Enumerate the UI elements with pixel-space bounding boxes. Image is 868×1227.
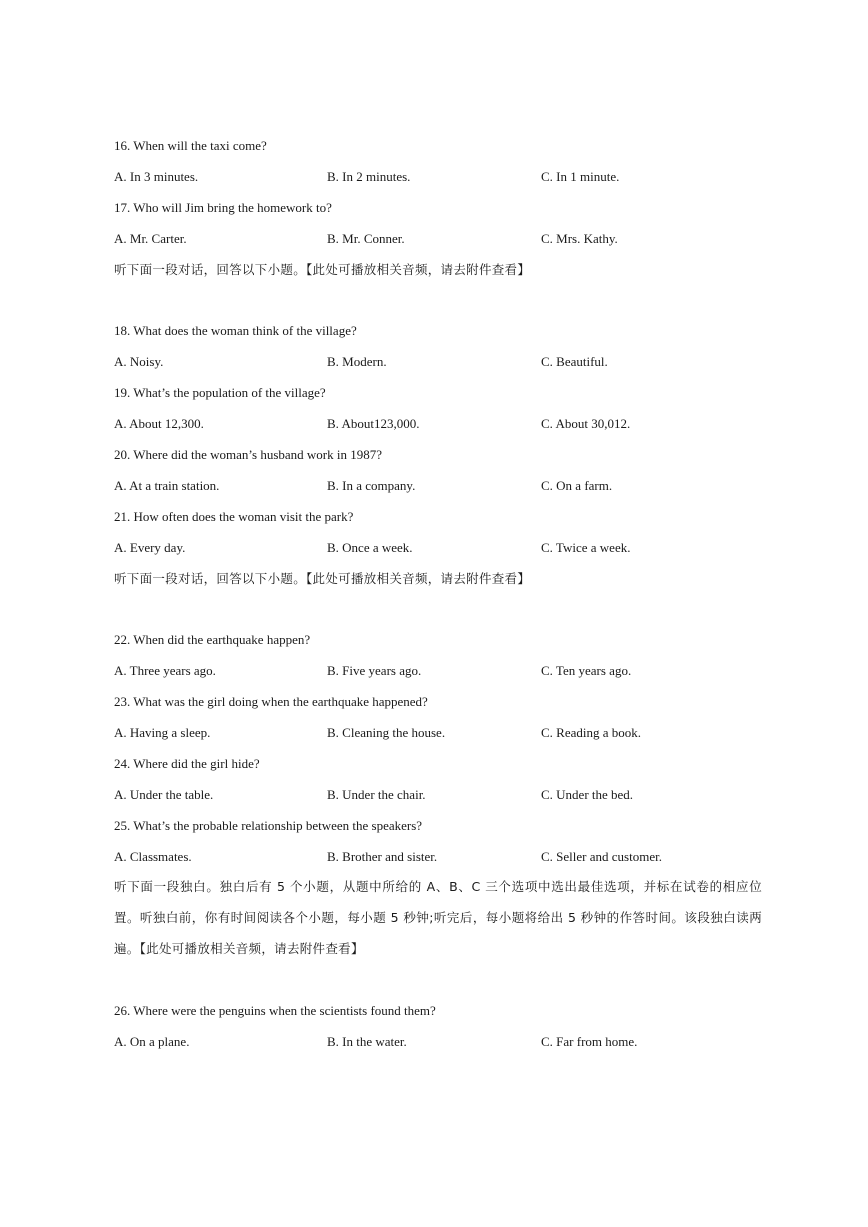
options-row xyxy=(114,847,764,867)
option-b: B. Five years ago. xyxy=(327,663,422,678)
section-instruction: 听下面一段独白。独白后有 5 个小题，从题中所给的 A、B、C 三个选项中选出最佳选项，并标在试卷的相应位置。听独白前，你有时间阅读各个小题，每小题 5 秒钟;听完后，每小题将给出 5 秒钟的作答时间。该段独白读两遍。【此处可播放相关音频，请去附件查看】 xyxy=(114,879,762,956)
option-a: A. Having a sleep. xyxy=(114,725,211,740)
option-a: A. About 12,300. xyxy=(114,416,204,431)
section-instruction: 听下面一段对话，回答以下小题。【此处可播放相关音频，请去附件查看】 xyxy=(114,262,531,277)
options-row xyxy=(114,167,764,187)
options-row xyxy=(114,414,764,434)
option-c: C. Far from home. xyxy=(541,1034,638,1049)
option-b: B. Mr. Conner. xyxy=(327,231,405,246)
option-c: C. Beautiful. xyxy=(541,354,608,369)
question-stem: 22. When did the earthquake happen? xyxy=(114,632,311,647)
option-a: A. Under the table. xyxy=(114,787,214,802)
question-stem: 23. What was the girl doing when the earthquake happened? xyxy=(114,694,428,709)
option-a: A. On a plane. xyxy=(114,1034,190,1049)
option-a: A. Mr. Carter. xyxy=(114,231,187,246)
question-stem: 19. What’s the population of the village? xyxy=(114,385,326,400)
option-c: C. In 1 minute. xyxy=(541,169,620,184)
option-b: B. About123,000. xyxy=(327,416,420,431)
option-b: B. In the water. xyxy=(327,1034,407,1049)
option-a: A. Three years ago. xyxy=(114,663,216,678)
option-b: B. Once a week. xyxy=(327,540,413,555)
option-c: C. Seller and customer. xyxy=(541,849,662,864)
option-c: C. Ten years ago. xyxy=(541,663,632,678)
options-row xyxy=(114,785,764,805)
option-c: C. Twice a week. xyxy=(541,540,631,555)
question-stem: 16. When will the taxi come? xyxy=(114,138,267,153)
options-row xyxy=(114,229,764,249)
option-b: B. Brother and sister. xyxy=(327,849,438,864)
option-a: A. In 3 minutes. xyxy=(114,169,199,184)
options-row xyxy=(114,1032,764,1052)
option-c: C. Mrs. Kathy. xyxy=(541,231,618,246)
option-a: A. Every day. xyxy=(114,540,186,555)
option-c: C. On a farm. xyxy=(541,478,613,493)
option-b: B. Cleaning the house. xyxy=(327,725,446,740)
option-c: C. Reading a book. xyxy=(541,725,642,740)
question-stem: 17. Who will Jim bring the homework to? xyxy=(114,200,332,215)
option-b: B. Modern. xyxy=(327,354,387,369)
option-b: B. In 2 minutes. xyxy=(327,169,411,184)
option-a: A. Classmates. xyxy=(114,849,192,864)
option-a: A. Noisy. xyxy=(114,354,164,369)
question-stem: 26. Where were the penguins when the scientists found them? xyxy=(114,1003,436,1018)
question-stem: 21. How often does the woman visit the park? xyxy=(114,509,354,524)
options-row xyxy=(114,723,764,743)
option-c: C. Under the bed. xyxy=(541,787,634,802)
section-instruction: 听下面一段对话，回答以下小题。【此处可播放相关音频，请去附件查看】 xyxy=(114,571,531,586)
option-b: B. Under the chair. xyxy=(327,787,426,802)
options-row xyxy=(114,352,764,372)
question-stem: 24. Where did the girl hide? xyxy=(114,756,260,771)
question-stem: 25. What’s the probable relationship between the speakers? xyxy=(114,818,423,833)
options-row xyxy=(114,538,764,558)
option-a: A. At a train station. xyxy=(114,478,220,493)
question-stem: 20. Where did the woman’s husband work in 1987? xyxy=(114,447,383,462)
question-stem: 18. What does the woman think of the village? xyxy=(114,323,357,338)
options-row xyxy=(114,476,764,496)
options-row xyxy=(114,661,764,681)
option-c: C. About 30,012. xyxy=(541,416,631,431)
option-b: B. In a company. xyxy=(327,478,416,493)
